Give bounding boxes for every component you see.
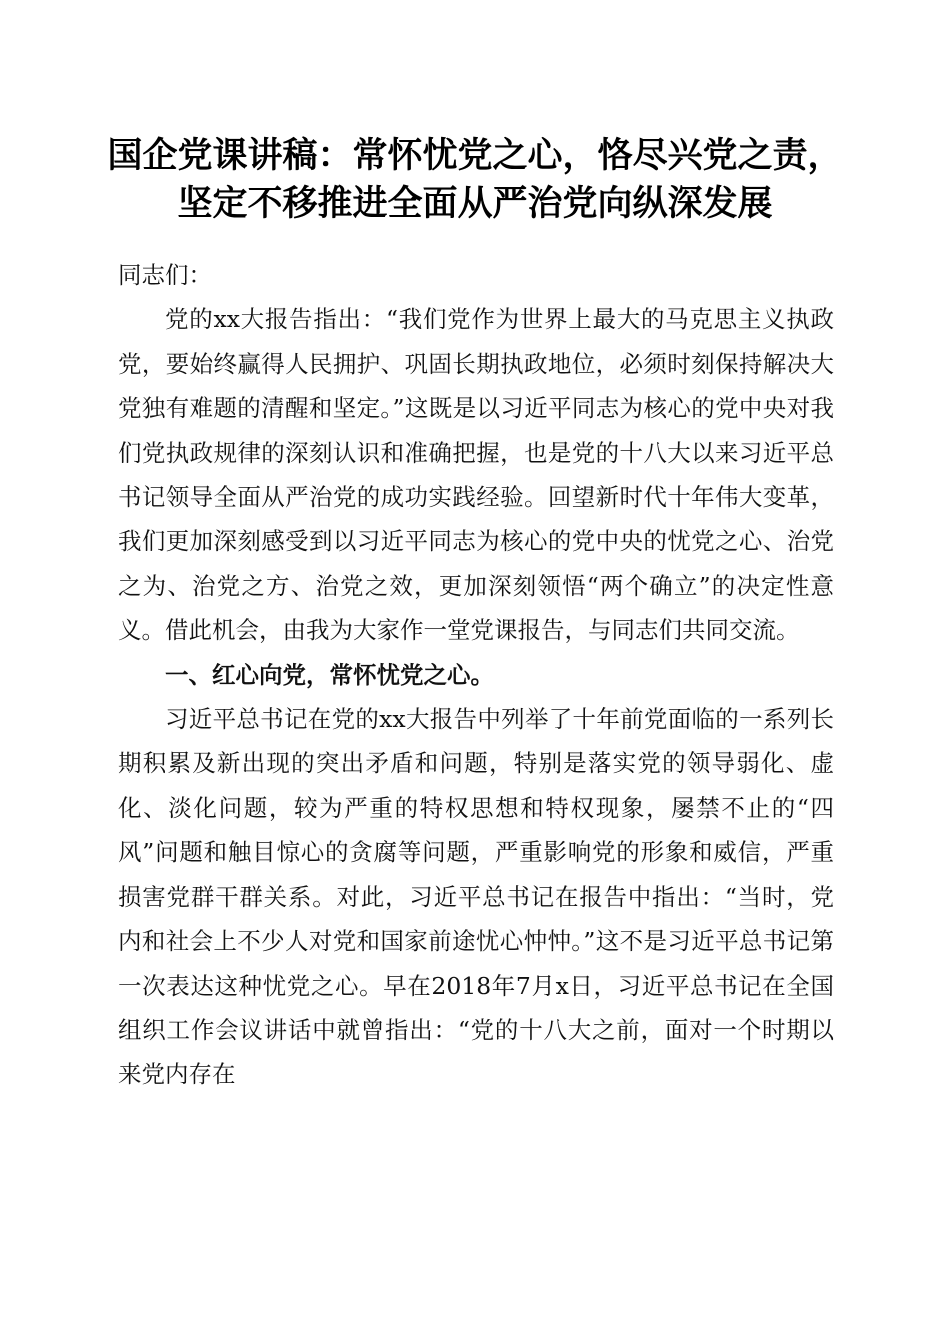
paragraph-section-1: 习近平总书记在党的xx大报告中列举了十年前党面临的一系列长期积累及新出现的突出矛盾和问题，特别是落实党的领导弱化、虚化、淡化问题，较为严重的特权思想和特权现象，屡禁不止的“四风”问题和触目惊心的贪腐等问题，严重影响党的形象和威信，严重损害党群干群关系。对此，习近平总书记在报告中指出：“当时，党内和社会上不少人对党和国家前途忧心忡忡。”这不是习近平总书记第一次表达这种忧党之心。早在2018年7月x日，习近平总书记在全国组织工作会议讲话中就曾指出：“党的十八大之前，面对一个时期以来党内存在 <box>118 705 834 1089</box>
greeting: 同志们： <box>118 261 212 289</box>
title-line-2: 坚定不移推进全面从严治党向纵深发展 <box>177 183 773 224</box>
paragraph-intro: 党的xx大报告指出：“我们党作为世界上最大的马克思主义执政党，要始终赢得人民拥护、巩固长期执政地位，必须时刻保持解决大党独有难题的清醒和坚定。”这既是以习近平同志为核心的党中央对我们党执政规律的深刻认识和准确把握，也是党的十八大以来习近平总书记领导全面从严治党的成功实践经验。回望新时代十年伟大变革，我们更加深刻感受到以习近平同志为核心的党中央的忧党之心、治党之为、治党之方、治党之效，更加深刻领悟“两个确立”的决定性意义。借此机会，由我为大家作一堂党课报告，与同志们共同交流。 <box>118 305 834 645</box>
document-title <box>100 132 850 228</box>
title-line-1: 国企党课讲稿：常怀忧党之心，恪尽兴党之责， <box>107 135 843 176</box>
document-body <box>118 253 834 1097</box>
section-heading: 一、红心向党，常怀忧党之心。 <box>165 660 494 689</box>
